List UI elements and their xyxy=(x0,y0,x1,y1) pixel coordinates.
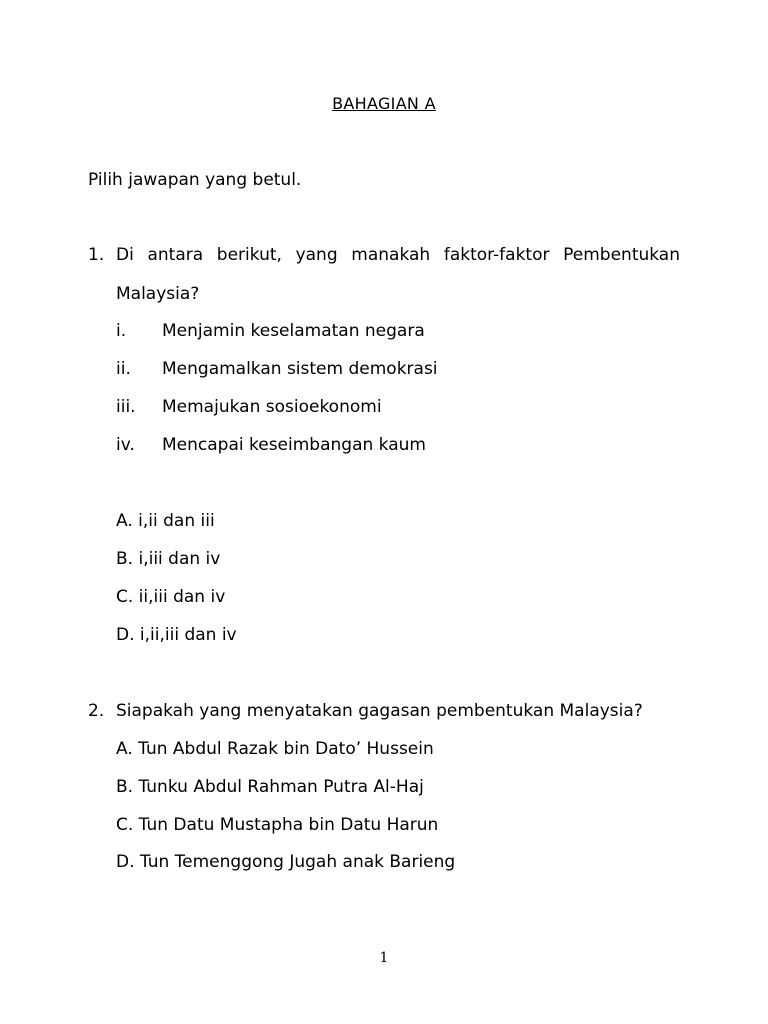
question-text-continuation: Malaysia? xyxy=(116,284,200,304)
answer-option: D. Tun Temenggong Jugah anak Barieng xyxy=(116,852,456,872)
statement-text: Mencapai keseimbangan kaum xyxy=(162,435,426,455)
statement-numeral: iv. xyxy=(116,435,135,455)
answer-option: B. i,iii dan iv xyxy=(116,549,221,569)
answer-option: A. i,ii dan iii xyxy=(116,511,215,531)
instruction-text: Pilih jawapan yang betul. xyxy=(88,170,302,190)
statement-text: Memajukan sosioekonomi xyxy=(162,397,382,417)
question-text: Siapakah yang menyatakan gagasan pembentukan Malaysia? xyxy=(116,701,643,721)
statement-numeral: i. xyxy=(116,321,127,341)
question-text: Di antara berikut, yang manakah faktor-faktor Pembentukan xyxy=(116,245,680,265)
statement-numeral: iii. xyxy=(116,397,136,417)
question-number: 1. xyxy=(88,245,105,265)
statement-text: Menjamin keselamatan negara xyxy=(162,321,425,341)
answer-option: A. Tun Abdul Razak bin Dato’ Hussein xyxy=(116,739,434,759)
answer-option: B. Tunku Abdul Rahman Putra Al-Haj xyxy=(116,777,424,797)
answer-option: D. i,ii,iii dan iv xyxy=(116,625,237,645)
question-number: 2. xyxy=(88,701,105,721)
section-title: BAHAGIAN A xyxy=(332,94,436,113)
statement-numeral: ii. xyxy=(116,359,131,379)
page-number: 1 xyxy=(379,950,389,966)
answer-option: C. Tun Datu Mustapha bin Datu Harun xyxy=(116,815,439,835)
statement-text: Mengamalkan sistem demokrasi xyxy=(162,359,438,379)
answer-option: C. ii,iii dan iv xyxy=(116,587,226,607)
